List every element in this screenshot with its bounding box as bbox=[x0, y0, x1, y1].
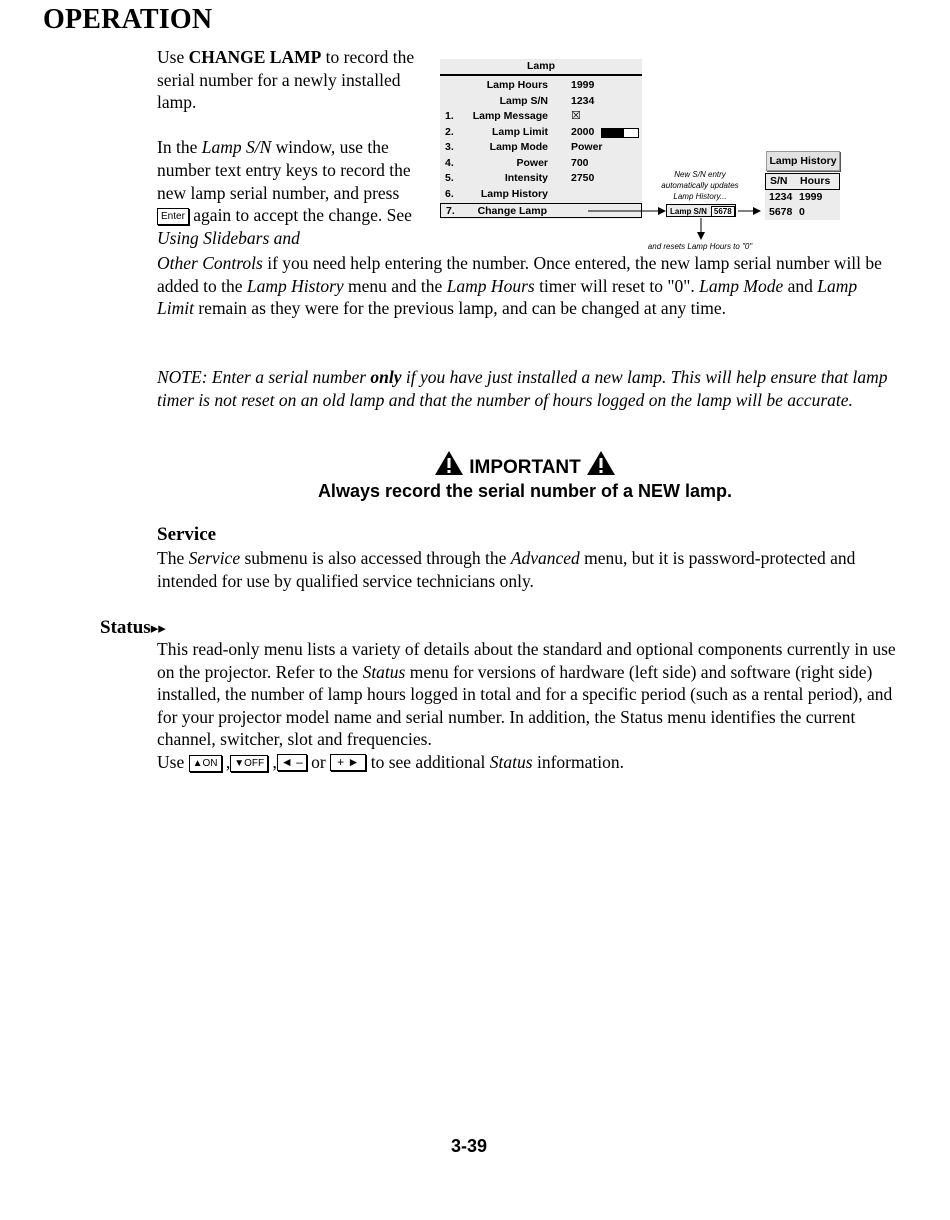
important-message: Always record the serial number of a NEW lamp. bbox=[317, 481, 733, 501]
status-heading: Status▸▸ bbox=[100, 617, 166, 638]
lamp-sn-value: 5678 bbox=[711, 206, 735, 217]
lamp-history-header: S/N Hours bbox=[765, 173, 840, 190]
menu-row-lamp-limit: 2. Lamp Limit 2000 bbox=[440, 125, 642, 140]
menu-row-lamp-hours: Lamp Hours 1999 bbox=[486, 79, 595, 91]
lamp-menu-title: Lamp bbox=[440, 59, 642, 76]
checkbox-icon: ☒ bbox=[571, 110, 581, 122]
page-number: 3-39 bbox=[450, 1136, 488, 1156]
lamp-history-title: Lamp History bbox=[766, 151, 840, 171]
callout-bottom: and resets Lamp Hours to "0" bbox=[647, 242, 753, 251]
note-paragraph: NOTE: Enter a serial number only if you have just installed a new lamp. This will help ensure that lamp timer is not reset on an old lamp and that the number of hours logged on the lamp will be accurate. bbox=[157, 367, 888, 410]
lamp-sn-window: Lamp S/N 5678 bbox=[666, 204, 736, 217]
important-label: IMPORTANT bbox=[469, 457, 581, 478]
warning-icon bbox=[434, 450, 464, 476]
lamp-limit-slider bbox=[601, 128, 639, 138]
intro-paragraph: Use CHANGE LAMP to record the serial number for a newly installed lamp. In the Lamp S/N window, use the number text entry keys to record the new lamp serial number, and press Enter again to accept the change. See Using Slidebars and bbox=[157, 47, 415, 248]
plus-right-key-icon: + ► bbox=[330, 754, 366, 771]
service-paragraph: The Service submenu is also accessed through the Advanced menu, but it is password-protected and intended for use by qualified service technicians only. bbox=[157, 548, 856, 591]
up-on-key-icon: ▲ON bbox=[189, 755, 222, 772]
menu-row-intensity: 5. Intensity 2750 bbox=[445, 172, 595, 184]
double-arrow-icon: ▸▸ bbox=[150, 621, 166, 637]
service-heading: Service bbox=[157, 524, 217, 545]
status-paragraph: This read-only menu lists a variety of details about the standard and optional components currently in use on the projector. Refer to the Status menu for versions of hardware (left side) and software (right side) installed, the number of lamp hours logged in total and for a specific period (such as a rental period), and for your projector model name and serial number. In addition, the Status menu identifies the current channel, switcher, slot and frequencies. Use ▲ON , ▼OFF , ◄ – or + ► to see additional Status information. bbox=[157, 639, 896, 772]
menu-row-lamp-history: 6. Lamp History bbox=[445, 188, 548, 200]
warning-icon bbox=[586, 450, 616, 476]
menu-row-change-lamp: 7. Change Lamp bbox=[440, 203, 642, 218]
table-row: 5678 0 bbox=[769, 206, 805, 218]
lamp-history-table bbox=[765, 173, 840, 220]
table-row: 1234 1999 bbox=[769, 191, 823, 203]
callout-top: New S/N entry automatically updates Lamp History... bbox=[661, 170, 739, 201]
menu-row-power: 4. Power 700 bbox=[445, 157, 589, 169]
menu-row-lamp-sn: Lamp S/N 1234 bbox=[499, 95, 595, 107]
section-title: OPERATION bbox=[43, 4, 213, 35]
change-lamp-paragraph: Other Controls if you need help entering the number. Once entered, the new lamp serial number will be added to the Lamp History menu and the Lamp Hours timer will reset to "0". Lamp Mode and Lamp Limit remain as they were for the previous lamp, and can be changed at any time. bbox=[157, 253, 882, 319]
left-minus-key-icon: ◄ – bbox=[277, 754, 307, 771]
enter-key-icon: Enter bbox=[157, 208, 189, 225]
lamp-menu bbox=[440, 59, 642, 219]
down-off-key-icon: ▼OFF bbox=[230, 755, 268, 772]
important-notice bbox=[300, 450, 750, 502]
menu-row-lamp-mode: 3. Lamp Mode Power bbox=[445, 141, 603, 153]
menu-row-lamp-message: 1. Lamp Message ☒ bbox=[445, 110, 581, 122]
